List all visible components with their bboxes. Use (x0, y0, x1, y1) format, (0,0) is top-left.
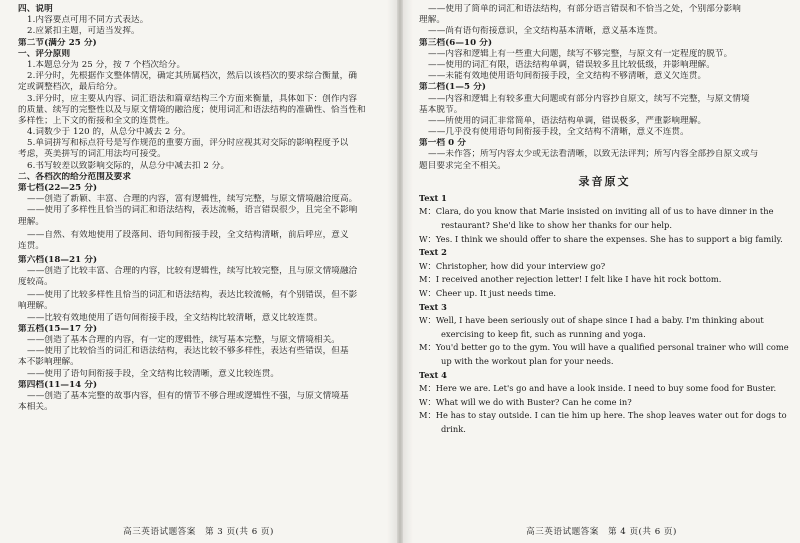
text-line: ——使用的词汇有限，语法结构单调，错误较多且比较低级，并影响理解。 (428, 59, 715, 70)
text-line: 4.词数少于 120 的，从总分中减去 2 分。 (27, 127, 191, 138)
transcript-section-title: 录音原文 (578, 174, 631, 188)
text-line: 6.书写较差以致影响交际的，从总分中减去扣 2 分。 (27, 160, 230, 171)
text-line: ——尚有语句衔接意识，全文结构基本清晰，意义基本连贯。 (428, 26, 663, 37)
text-line: 的质量、续写的完整性以及与原文情境的融洽度；使用词汇和语法结构的准确性、恰当性和 (18, 104, 366, 115)
text-line: 2.评分时，先根据作文整体情况，确定其所属档次，然后以该档次的要求综合衡量，确 (27, 71, 358, 82)
text-line: ——使用了多样性且恰当的词汇和语法结构，表达流畅，语言错误很少，且完全不影响 (27, 205, 358, 216)
text-line: ——使用了比较恰当的词汇和语法结构，表达比较不够多样性，表达有些错误，但基 (27, 346, 349, 357)
transcript-line: W：Cheer up. It just needs time. (419, 287, 557, 298)
left-page-footer: 高三英语试题答案 第 3 页(共 6 页) (123, 527, 274, 537)
text-line: 5.单词拼写和标点符号是写作规范的重要方面，评分时应视其对交际的影响程度予以 (27, 138, 349, 149)
text-line: ——使用了语句间衔接手段，全文结构比较清晰，意义比较连贯。 (27, 368, 280, 379)
text-line: 第六档(18—21 分) (18, 254, 98, 265)
text-line: 本不影响理解。 (18, 357, 79, 368)
transcript-line: M：He has to stay outside. I can tie him up here. The shop leaves water out for dogs to (419, 410, 787, 421)
text-line: ——几乎没有使用语句间衔接手段，全文结构不清晰，意义不连贯。 (428, 127, 689, 138)
text-line: ——未作答；所写内容太少或无法看清晰，以致无法评判；所写内容全部抄自原文或与 (428, 149, 759, 160)
left-page-shade (387, 0, 397, 543)
left-page (0, 0, 397, 543)
text-line: ——创造了基本完整的故事内容，但有的情节不够合理或逻辑性不强，与原文情境基 (27, 390, 349, 401)
text-line: 理解。 (18, 216, 45, 227)
transcript-line: Text 3 (419, 301, 447, 312)
transcript-line: W：Well, I have been seriously out of shape since I had a baby. I'm thinking about (419, 315, 764, 326)
transcript-body (419, 192, 790, 437)
right-page (403, 0, 800, 543)
text-line: 连贯。 (18, 241, 45, 252)
transcript-line: Text 1 (419, 192, 447, 203)
text-line: ——使用了比较多样性且恰当的词汇和语法结构，表达比较流畅，有个别错误，但不影 (27, 290, 358, 301)
text-line: 多样性；上下文的衔接和全文的连贯性。 (18, 115, 175, 126)
right-page-footer: 高三英语试题答案 第 4 页(共 6 页) (526, 527, 677, 537)
text-line: 基本脱节。 (419, 104, 463, 115)
text-line: 3.评分时，应主要从内容、词汇语法和篇章结构三个方面来衡量，具体如下：创作内容 (27, 93, 358, 104)
transcript-line: M：I received another rejection letter! I felt like I have hit rock bottom. (419, 274, 722, 285)
transcript-line: restaurant? She'd like to show her thanks for our help. (441, 220, 673, 230)
transcript-line: M：You'd better go to the gym. You will have a qualified personal trainer who will come (419, 342, 789, 353)
transcript-line: W：Christopher, how did your interview go? (419, 260, 606, 271)
text-line: 考虑，英美拼写的词汇用法均可接受。 (18, 149, 166, 160)
text-line: 1.本题总分为 25 分，按 7 个档次给分。 (27, 59, 186, 70)
text-line: 第七档(22—25 分) (18, 183, 98, 193)
text-line: ——自然、有效地使用了段落间、语句间衔接手段，全文结构清晰，前后呼应，意义 (27, 229, 349, 240)
text-line: 第二档(1—5 分) (419, 82, 487, 93)
transcript-line: up with the workout plan for your needs. (441, 355, 614, 366)
text-line: 第一档 0 分 (419, 138, 467, 149)
text-line: 二、各档次的给分范围及要求 (18, 171, 132, 182)
transcript-line: M：Here we are. Let's go and have a look inside. I need to buy some food for Buster. (419, 383, 777, 394)
text-line: ——未能有效地使用语句间衔接手段，全文结构不够清晰，意义欠连贯。 (428, 71, 707, 82)
text-line: ——创造了新颖、丰富、合理的内容，富有逻辑性，续写完整，与原文情境融洽度高。 (27, 194, 358, 205)
text-line: 第五档(15—17 分) (18, 323, 98, 334)
text-line: 理解。 (419, 15, 446, 26)
text-line: 题目要求完全不相关。 (419, 160, 506, 171)
text-line: ——使用了简单的词汇和语法结构，有部分语言错误和不恰当之处，个别部分影响 (428, 4, 741, 14)
text-line: 定或调整档次，最后给分。 (18, 82, 123, 93)
text-line: 第三档(6—10 分) (419, 37, 493, 48)
text-line: ——所使用的词汇非常简单，语法结构单调，错误极多，严重影响理解。 (428, 115, 707, 126)
right-page-body (419, 4, 790, 172)
transcript-line: exercising to keep fit, such as running and yoga. (441, 328, 646, 339)
text-line: ——创造了基本合理的内容，有一定的逻辑性，续写基本完整，与原文情境相关。 (27, 335, 340, 345)
transcript-line: W：What will we do with Buster? Can he come in? (419, 396, 632, 407)
text-line: ——内容和逻辑上有较多重大问题或有部分内容抄自原文，续写不完整，与原文情境 (428, 93, 750, 104)
text-line: 2.应紧扣主题，可适当发挥。 (27, 26, 140, 37)
right-page-shade (403, 0, 413, 543)
transcript-line: W：Yes. I think we should offer to share the expenses. She has to support a big family. (419, 233, 783, 244)
text-line: 1.内容要点可用不同方式表达。 (27, 15, 149, 26)
text-line: ——内容和逻辑上有一些重大问题，续写不够完整，与原文有一定程度的脱节。 (428, 48, 733, 59)
transcript-line: drink. (441, 423, 466, 434)
text-line: 响理解。 (18, 301, 53, 312)
text-line: ——创造了比较丰富、合理的内容，比较有逻辑性，续写比较完整，且与原文情境融洽 (27, 265, 358, 276)
transcript-line: Text 2 (419, 247, 447, 258)
text-line: 第二节(满分 25 分) (18, 37, 97, 48)
transcript-line: M：Clara, do you know that Marie insisted on inviting all of us to have dinner in the (419, 206, 774, 217)
text-line: 度较高。 (18, 276, 53, 287)
text-line: 本相关。 (18, 402, 53, 413)
transcript-line: Text 4 (419, 369, 447, 380)
text-line: ——比较有效地使用了语句间衔接手段，全文结构比较清晰，意义比较连贯。 (27, 312, 323, 323)
text-line: 第四档(11—14 分) (18, 379, 98, 390)
text-line: 一、评分原则 (18, 48, 71, 59)
left-page-body (18, 4, 383, 413)
text-line: 四、说明 (18, 4, 53, 14)
